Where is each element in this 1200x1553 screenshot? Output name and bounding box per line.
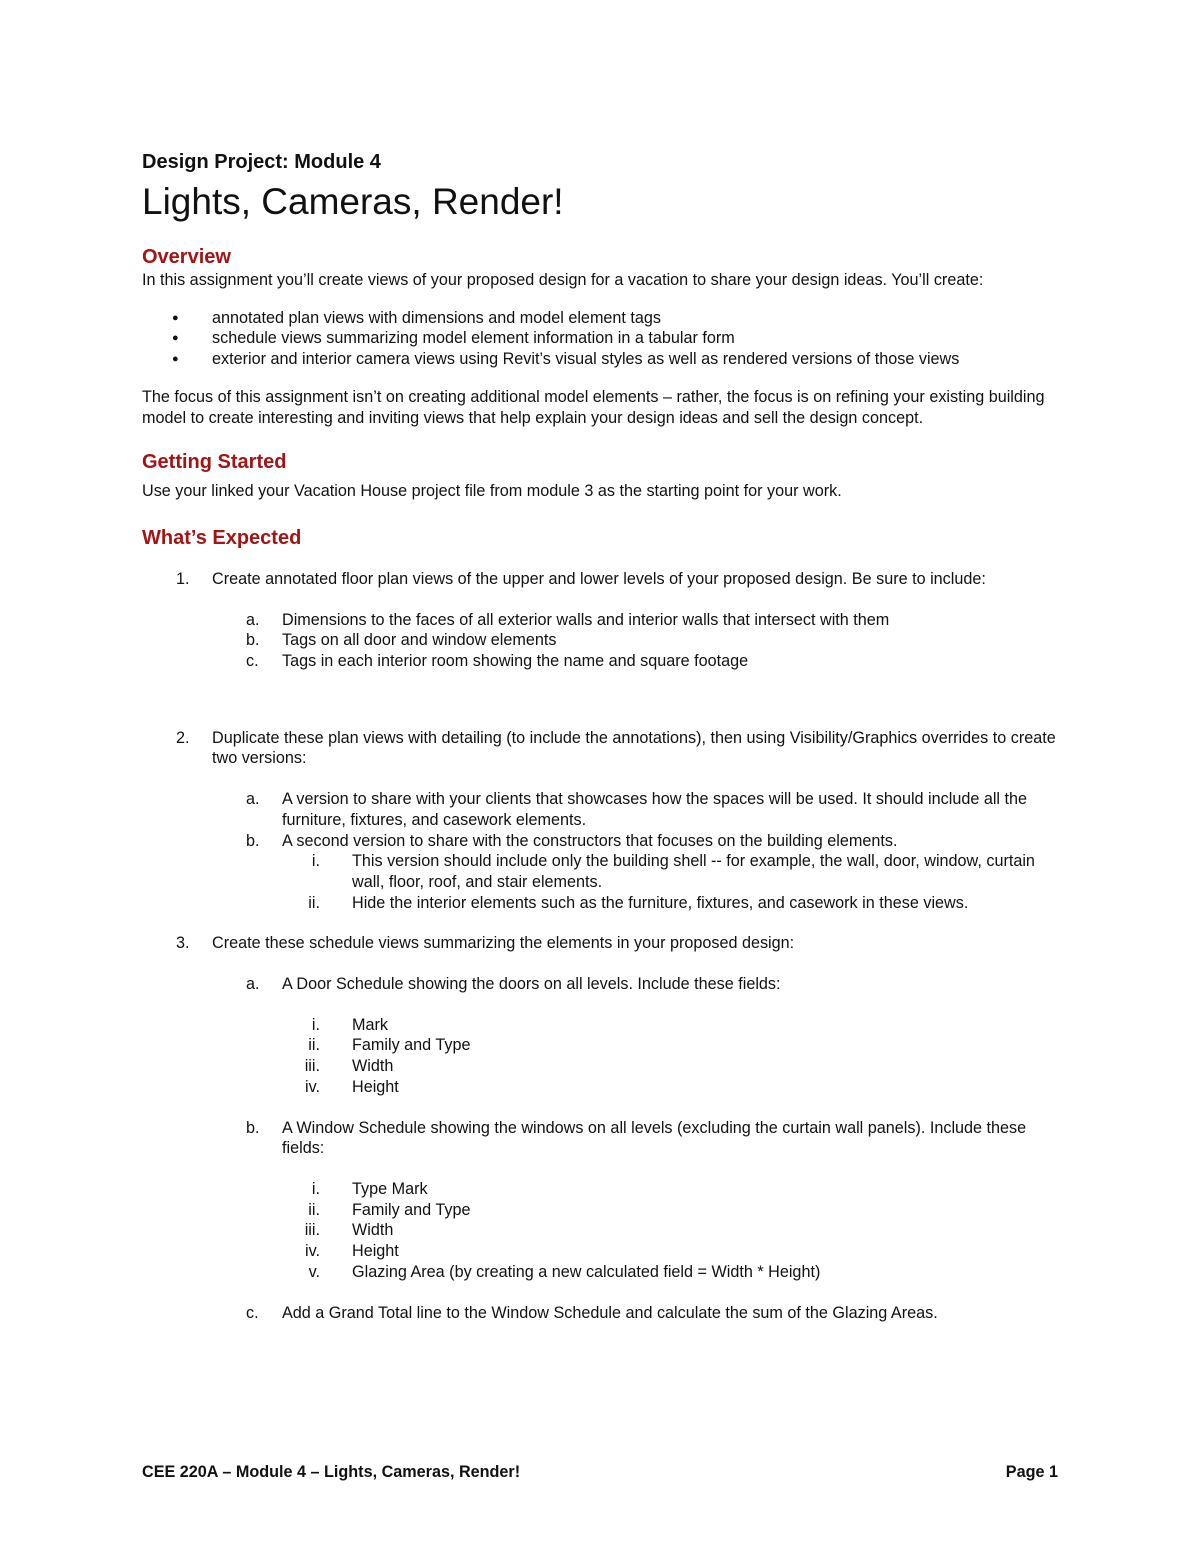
item-text: Add a Grand Total line to the Window Schedule and calculate the sum of the Glazing Areas. xyxy=(282,1303,938,1322)
item-number: a. xyxy=(246,975,260,994)
item-number: i. xyxy=(311,852,320,871)
document-body xyxy=(142,148,1062,1323)
item-number: b. xyxy=(246,631,260,650)
expected-item-1 xyxy=(142,569,1062,590)
item-text: Duplicate these plan views with detailing (to include the annotations), then using Visibility/Graphics overrides to create two versions: xyxy=(212,728,1056,768)
item-number: a. xyxy=(246,610,260,629)
expected-item-2b xyxy=(142,831,1062,852)
page-title: Lights, Cameras, Render! xyxy=(142,181,564,222)
item-text: Height xyxy=(352,1242,399,1261)
item-text: Type Mark xyxy=(352,1179,428,1198)
overview-heading: Overview xyxy=(142,246,231,268)
door-field-width xyxy=(142,1056,1062,1077)
item-number: ii. xyxy=(308,893,320,912)
getting-started-heading: Getting Started xyxy=(142,451,287,474)
expected-item-3 xyxy=(142,933,1062,954)
window-field-width xyxy=(142,1220,1062,1241)
door-field-height xyxy=(142,1077,1062,1098)
item-text: Dimensions to the faces of all exterior walls and interior walls that intersect with them xyxy=(282,610,890,629)
item-number: iv. xyxy=(305,1077,320,1096)
item-number: a. xyxy=(246,790,260,809)
item-number: c. xyxy=(246,1303,259,1322)
whats-expected-heading: What’s Expected xyxy=(142,526,302,549)
item-text: A Window Schedule showing the windows on all levels (excluding the curtain wall panels). Include these fields: xyxy=(282,1118,1027,1158)
expected-item-1b xyxy=(142,630,1062,651)
item-number: 1. xyxy=(176,569,190,588)
item-number: c. xyxy=(246,652,259,671)
expected-item-2b-i xyxy=(142,851,1062,892)
door-field-family-type xyxy=(142,1035,1062,1056)
project-eyebrow: Design Project: Module 4 xyxy=(142,151,381,173)
overview-intro: In this assignment you’ll create views of your proposed design for a vacation to share your design ideas. You’ll create: xyxy=(142,271,984,289)
item-number: b. xyxy=(246,831,260,850)
item-text: Tags on all door and window elements xyxy=(282,631,557,650)
expected-item-2a xyxy=(142,789,1062,830)
expected-item-3c xyxy=(142,1303,1062,1324)
item-text: A second version to share with the constructors that focuses on the building elements. xyxy=(282,831,898,850)
item-number: iv. xyxy=(305,1242,320,1261)
item-text: Family and Type xyxy=(352,1200,471,1219)
item-text: Create annotated floor plan views of the upper and lower levels of your proposed design. Be sure to include: xyxy=(212,569,986,588)
window-field-family-type xyxy=(142,1200,1062,1221)
item-number: i. xyxy=(311,1179,320,1198)
expected-item-1a xyxy=(142,610,1062,631)
item-text: This version should include only the building shell -- for example, the wall, door, window, curtain wall, floor, roof, and stair elements. xyxy=(352,852,1035,891)
expected-item-1c xyxy=(142,651,1062,672)
item-text: Mark xyxy=(352,1015,388,1034)
item-number: i. xyxy=(311,1015,320,1034)
door-field-mark xyxy=(142,1015,1062,1036)
expected-item-3b xyxy=(142,1118,1062,1159)
getting-started-text: Use your linked your Vacation House project file from module 3 as the starting point for your work. xyxy=(142,482,842,501)
item-text: Height xyxy=(352,1077,399,1096)
item-number: 3. xyxy=(176,934,190,953)
item-number: ii. xyxy=(308,1200,320,1219)
item-text: Hide the interior elements such as the furniture, fixtures, and casework in these views. xyxy=(352,893,969,912)
list-item: ● schedule views summarizing model element information in a tabular form xyxy=(142,328,1062,349)
item-number: b. xyxy=(246,1118,260,1137)
item-number: iii. xyxy=(304,1057,320,1076)
expected-item-3a xyxy=(142,974,1062,995)
item-text: Family and Type xyxy=(352,1036,471,1055)
window-field-glazing-area xyxy=(142,1262,1062,1283)
item-number: v. xyxy=(308,1262,320,1281)
item-text: A version to share with your clients that showcases how the spaces will be used. It should include all the furniture, fixtures, and casework elements. xyxy=(282,790,1028,829)
window-field-type-mark xyxy=(142,1179,1062,1200)
overview-bullet-list xyxy=(142,308,1062,370)
item-number: ii. xyxy=(308,1036,320,1055)
expected-item-2b-ii xyxy=(142,893,1062,914)
list-item: ● annotated plan views with dimensions and model element tags xyxy=(142,308,1062,329)
item-text: Width xyxy=(352,1221,394,1240)
item-number: iii. xyxy=(304,1221,320,1240)
page-number: Page 1 xyxy=(1005,1463,1058,1481)
item-text: A Door Schedule showing the doors on all levels. Include these fields: xyxy=(282,975,781,994)
expected-item-2 xyxy=(142,728,1062,769)
list-item: ● exterior and interior camera views using Revit’s visual styles as well as rendered versions of those views xyxy=(142,349,1062,370)
item-text: Create these schedule views summarizing the elements in your proposed design: xyxy=(212,934,795,953)
item-text: Glazing Area (by creating a new calculated field = Width * Height) xyxy=(352,1262,821,1281)
item-number: 2. xyxy=(176,728,190,747)
item-text: Width xyxy=(352,1057,394,1076)
item-text: Tags in each interior room showing the name and square footage xyxy=(282,652,749,671)
page-footer xyxy=(142,1461,1058,1483)
footer-course-title: CEE 220A – Module 4 – Lights, Cameras, Render! xyxy=(142,1463,521,1481)
overview-focus: The focus of this assignment isn’t on creating additional model elements – rather, the focus is on refining your existing building model to create interesting and inviting views that help explain your design ideas and sell the design concept. xyxy=(142,387,1045,427)
window-field-height xyxy=(142,1241,1062,1262)
